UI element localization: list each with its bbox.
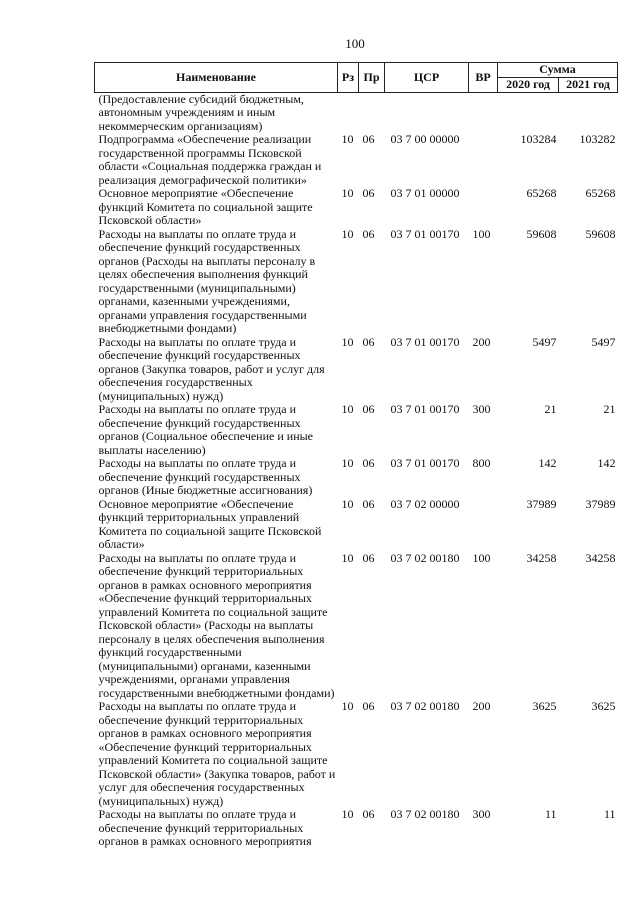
header-pr: Пр <box>359 63 385 93</box>
row-name: Расходы на выплаты по оплате труда и обеспечение функций государственных органов (Закупка товаров, работ и услуг для обеспечения государственных (муниципальных) нужд) <box>98 334 325 403</box>
row-csr: 03 7 02 00180 <box>390 550 460 565</box>
row-pr: 06 <box>362 550 375 565</box>
row-name: (Предоставление субсидий бюджетным, автономным учреждениям и иным некоммерческим организациям) <box>98 91 304 133</box>
row-vr: 100 <box>472 550 491 565</box>
row-csr: 03 7 00 00000 <box>390 132 460 146</box>
row-csr: 03 7 01 00170 <box>390 226 460 241</box>
row-sum-2021: 21 <box>603 402 616 416</box>
row-vr: 200 <box>472 699 491 713</box>
row-pr <box>359 92 385 133</box>
row-sum-2021: 103282 <box>579 132 616 146</box>
row-csr: 03 7 02 00180 <box>390 807 460 821</box>
row-name: Расходы на выплаты по оплате труда и обеспечение функций территориальных органов в рамках основного мероприятия «Обеспечение функций территориальных управлений Комитета по социальной защите Псковской области» (Закупка товаров, работ и услуг для обеспечения государственных (муниципальных) нужд) <box>98 699 336 808</box>
row-rz: 10 <box>341 226 354 241</box>
row-vr <box>469 133 498 187</box>
row-csr: 03 7 01 00000 <box>390 186 460 200</box>
table-row <box>95 498 618 552</box>
header-rz: Рз <box>338 63 359 93</box>
row-sum-2021: 65268 <box>585 186 616 200</box>
row-csr: 03 7 01 00170 <box>390 456 460 470</box>
row-vr: 300 <box>472 402 491 416</box>
row-vr: 800 <box>472 456 491 470</box>
row-rz: 10 <box>341 402 354 416</box>
row-sum-2020: 34258 <box>526 550 557 565</box>
row-name: Подпрограмма «Обеспечение реализации государственной программы Псковской области «Социальная поддержка граждан и реализация демографической политики» <box>98 132 322 187</box>
row-name: Расходы на выплаты по оплате труда и обеспечение функций территориальных органов в рамках основного мероприятия <box>98 807 312 848</box>
row-rz: 10 <box>341 550 354 565</box>
table-header <box>95 63 618 93</box>
row-sum-2020: 21 <box>544 402 557 416</box>
table-row <box>95 403 618 457</box>
header-2020: 2020 год <box>498 78 559 93</box>
row-rz: 10 <box>341 807 354 821</box>
row-sum-2020: 3625 <box>532 699 557 713</box>
row-vr: 300 <box>472 807 491 821</box>
row-sum-2021: 11 <box>603 807 616 821</box>
row-rz: 10 <box>341 699 354 713</box>
row-csr: 03 7 02 00180 <box>390 699 460 713</box>
row-csr: 03 7 02 00000 <box>390 496 460 511</box>
row-pr: 06 <box>362 334 375 349</box>
row-pr: 06 <box>362 496 375 511</box>
table-row <box>95 187 618 228</box>
budget-table <box>94 62 618 849</box>
page-number: 100 <box>345 36 365 51</box>
row-rz: 10 <box>341 496 354 511</box>
table-row <box>95 228 618 336</box>
row-csr <box>385 92 469 133</box>
row-name: Основное мероприятие «Обеспечение функций территориальных управлений Комитета по социальной защите Псковской области» <box>98 496 322 551</box>
row-sum-2020: 37989 <box>526 496 557 511</box>
row-pr: 06 <box>362 456 375 470</box>
row-name: Расходы на выплаты по оплате труда и обеспечение функций государственных органов (Социальное обеспечение и иные выплаты населению) <box>98 402 313 457</box>
row-sum-2021: 5497 <box>591 334 616 349</box>
row-sum-2020: 103284 <box>520 132 557 146</box>
row-name: Расходы на выплаты по оплате труда и обеспечение функций государственных органов (Иные бюджетные ассигнования) <box>98 456 313 497</box>
row-sum-2021: 59608 <box>585 226 616 241</box>
header-csr: ЦСР <box>385 63 469 93</box>
table-row <box>95 808 618 849</box>
row-sum-2021: 142 <box>597 456 616 470</box>
row-pr: 06 <box>362 807 375 821</box>
row-rz: 10 <box>341 456 354 470</box>
row-sum-2021: 34258 <box>585 550 616 565</box>
row-rz <box>338 92 359 133</box>
row-pr: 06 <box>362 132 375 146</box>
header-sum: Сумма <box>498 63 618 78</box>
row-pr: 06 <box>362 186 375 200</box>
row-pr: 06 <box>362 226 375 241</box>
row-rz: 10 <box>341 334 354 349</box>
row-vr: 100 <box>472 226 491 241</box>
table-row <box>95 552 618 701</box>
row-sum-2020: 65268 <box>526 186 557 200</box>
row-name: Расходы на выплаты по оплате труда и обеспечение функций территориальных органов в рамках основного мероприятия «Обеспечение функций территориальных управлений Комитета по социальной защите Псковской области» (Расходы на выплаты персоналу в целях обеспечения выполнения функций государственными (муниципальными) органами, казенными учреждениями, органами управления государственными внебюджетными фондами) <box>98 550 335 700</box>
row-sum-2020: 5497 <box>532 334 557 349</box>
row-rz: 10 <box>341 132 354 146</box>
header-2021: 2021 год <box>559 78 618 93</box>
row-vr: 200 <box>472 334 491 349</box>
row-csr: 03 7 01 00170 <box>390 334 460 349</box>
table-row <box>95 92 618 133</box>
row-sum-2020: 142 <box>538 456 557 470</box>
row-sum-2021: 3625 <box>591 699 616 713</box>
table-row <box>95 133 618 187</box>
row-csr: 03 7 01 00170 <box>390 402 460 416</box>
row-sum-2020: 11 <box>544 807 557 821</box>
row-name: Расходы на выплаты по оплате труда и обеспечение функций государственных органов (Расходы на выплаты персоналу в целях обеспечения выполнения функций государственными (муниципальными) органами, казенными учреждениями, органами управления государственными внебюджетными фондами) <box>98 226 316 335</box>
row-sum-2020 <box>498 92 559 133</box>
row-vr <box>469 187 498 228</box>
row-pr: 06 <box>362 402 375 416</box>
table-row <box>95 457 618 498</box>
header-vr: ВР <box>469 63 498 93</box>
table-row <box>95 336 618 404</box>
row-rz: 10 <box>341 186 354 200</box>
row-pr: 06 <box>362 699 375 713</box>
row-name: Основное мероприятие «Обеспечение функций Комитета по социальной защите Псковской области» <box>98 186 313 227</box>
header-name: Наименование <box>95 63 338 93</box>
table-row <box>95 700 618 808</box>
row-sum-2021: 37989 <box>585 496 616 511</box>
row-vr <box>469 498 498 552</box>
row-sum-2021 <box>559 92 618 133</box>
row-sum-2020: 59608 <box>526 226 557 241</box>
row-vr <box>469 92 498 133</box>
